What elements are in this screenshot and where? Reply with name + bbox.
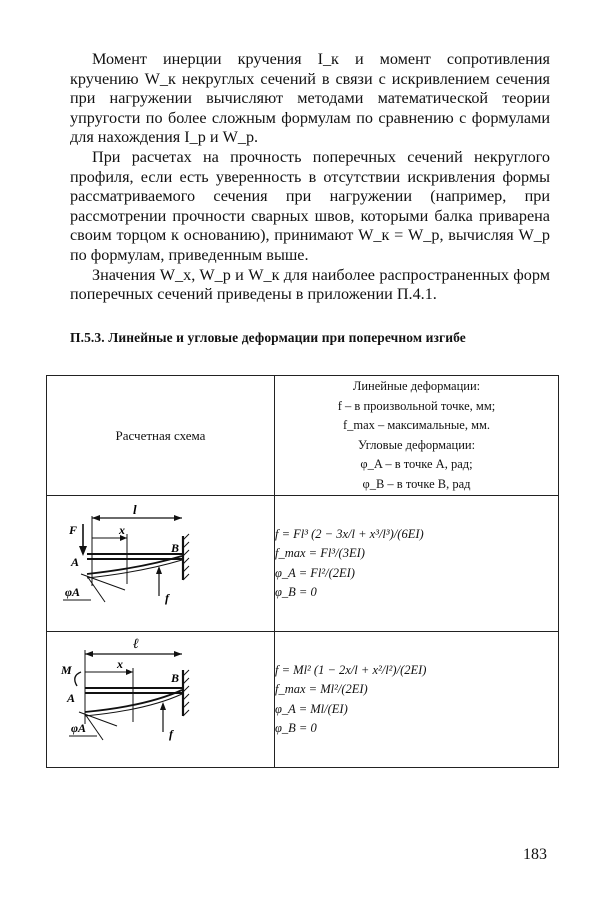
header-schema: Расчетная схема <box>47 376 275 496</box>
formula: f = Fl³ (2 − 3x/l + x³/l³)/(6EI) <box>275 526 424 541</box>
f-label: f <box>165 591 169 605</box>
b-label: B <box>171 671 180 685</box>
header-line: f – в произвольной точке, мм; <box>337 398 496 413</box>
x-label: x <box>117 657 123 671</box>
header-line: φ_A – в точке A, рад; <box>360 457 473 471</box>
formulas-force-load <box>275 496 559 632</box>
phi-label: φA <box>71 721 87 735</box>
phi-label: φA <box>65 585 81 599</box>
f-label: f <box>169 727 173 741</box>
formulas-moment-load <box>275 632 559 768</box>
cantilever-moment-diagram <box>47 632 274 767</box>
paragraph-2: При расчетах на прочность поперечных сечений некруглого профиля, если есть уверенность в отсутствии искривления формы рассматриваемого сечения при нагружении (например, при рассмотрении прочности сварных швов, которыми балка приварена своим торцом к основанию), принимают W_к = W_p, вычисляя W_p по формулам, приведенным выше. <box>70 147 550 264</box>
header-line: Угловые деформации: <box>357 437 476 452</box>
formula: φ_B = 0 <box>275 585 317 599</box>
body-text <box>70 50 550 305</box>
x-label: x <box>119 523 125 537</box>
formula: f = Ml² (1 − 2x/l + x²/l²)/(2EI) <box>275 662 427 677</box>
cantilever-force-diagram <box>47 496 274 631</box>
length-label: l <box>133 502 137 517</box>
deformation-table <box>46 375 559 768</box>
formula: f_max = Ml²/(2EI) <box>275 682 368 696</box>
table-row <box>47 632 559 768</box>
schema-force-load <box>47 496 275 632</box>
force-label: M <box>61 663 72 677</box>
length-label: ℓ <box>133 637 139 652</box>
a-label: A <box>71 555 80 569</box>
header-deformations <box>275 376 559 496</box>
paragraph-3: Значения W_x, W_p и W_к для наиболее распространенных форм поперечных сечений приведены в приложении П.4.1. <box>70 265 550 304</box>
paragraph-1: Момент инерции кручения I_к и момент сопротивления кручению W_к некруглых сечений в связи с искривлением сечения при нагружении вычисляют методами математической теории упругости по более сложным формулам по сравнению с формулами для нахождения I_p и W_p. <box>70 50 550 147</box>
force-label: F <box>69 523 78 537</box>
formula: φ_A = Ml/(EI) <box>275 701 348 716</box>
schema-moment-load <box>47 632 275 768</box>
formula: φ_B = 0 <box>275 721 317 735</box>
section-title: П.5.3. Линейные и угловые деформации при поперечном изгибе <box>70 330 466 345</box>
b-label: B <box>171 541 180 555</box>
table-header-row <box>47 376 559 496</box>
header-line: f_max – максимальные, мм. <box>342 418 491 432</box>
a-label: A <box>67 691 76 705</box>
header-line: φ_B – в точке B, рад <box>362 476 471 491</box>
table-row <box>47 496 559 632</box>
formula: φ_A = Fl²/(2EI) <box>275 565 355 580</box>
header-line: Линейные деформации: <box>352 379 481 393</box>
formula: f_max = Fl³/(3EI) <box>275 546 365 560</box>
page-number: 183 <box>523 846 547 863</box>
